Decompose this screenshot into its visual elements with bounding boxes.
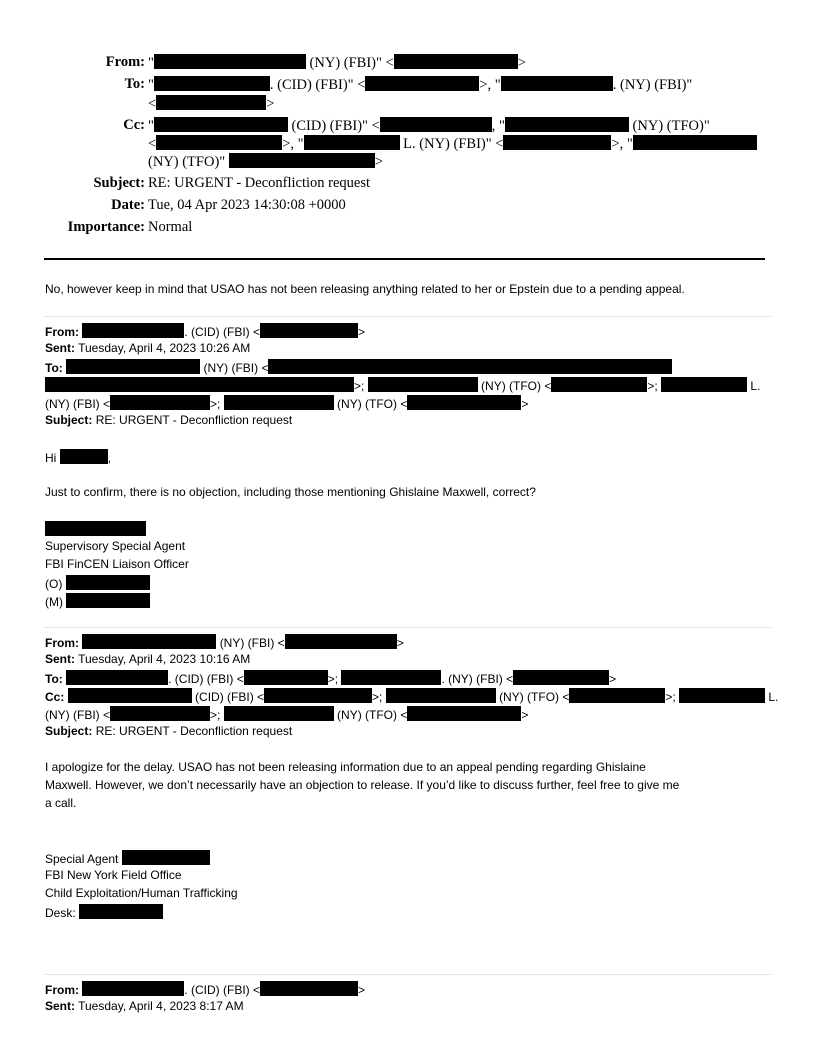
msg2-sig-desk: Desk: xyxy=(45,904,163,920)
msg3-sent: Sent: Tuesday, April 4, 2023 8:17 AM xyxy=(45,999,244,1013)
redaction xyxy=(513,670,609,685)
redaction xyxy=(110,706,210,721)
redaction xyxy=(45,521,146,536)
redaction xyxy=(154,76,270,91)
cc-label: Cc: xyxy=(123,117,145,133)
msg1-sig-mobile-phone: (M) xyxy=(45,593,150,609)
msg2-body-line: a call. xyxy=(45,796,77,810)
msg1-body: Just to confirm, there is no objection, including those mentioning Ghislaine Maxwell, correct? xyxy=(45,485,536,499)
redaction xyxy=(244,670,328,685)
redaction xyxy=(551,377,647,392)
msg2-cc: Cc: (CID) (FBI) < >; (NY) (TFO) < >; L. xyxy=(45,690,779,704)
redaction xyxy=(368,377,478,392)
msg1-greeting: Hi , xyxy=(45,451,112,465)
message-separator xyxy=(44,974,771,975)
msg1-sig-name xyxy=(45,521,146,537)
msg1-to: To: (NY) (FBI) < xyxy=(45,359,672,375)
to-label: To: xyxy=(124,76,145,92)
redaction xyxy=(66,670,168,685)
redaction xyxy=(154,54,306,69)
redaction xyxy=(60,449,108,464)
msg2-sig-unit: Child Exploitation/Human Trafficking xyxy=(45,886,238,900)
msg2-sig-title: Special Agent xyxy=(45,850,210,866)
redaction xyxy=(569,688,665,703)
message-separator xyxy=(44,627,771,628)
msg2-subject: Subject: RE: URGENT - Deconfliction request xyxy=(45,724,293,738)
importance-value: Normal xyxy=(148,219,193,235)
redaction xyxy=(66,593,150,608)
redaction xyxy=(260,323,358,338)
redaction xyxy=(66,359,200,374)
redaction xyxy=(407,706,521,721)
msg1-from: From: . (CID) (FBI) < > xyxy=(45,325,366,339)
msg1-sig-office-phone: (O) xyxy=(45,575,150,591)
redaction xyxy=(679,688,765,703)
redaction xyxy=(68,688,192,703)
redaction xyxy=(110,395,210,410)
redaction xyxy=(224,395,334,410)
date-value: Tue, 04 Apr 2023 14:30:08 +0000 xyxy=(148,197,346,213)
redaction xyxy=(501,76,613,91)
msg1-sig-role: FBI FinCEN Liaison Officer xyxy=(45,557,189,571)
redaction xyxy=(505,117,629,132)
redaction xyxy=(264,688,372,703)
redaction xyxy=(386,688,496,703)
redaction xyxy=(661,377,747,392)
redaction xyxy=(45,377,354,392)
from-label: From: xyxy=(105,54,145,70)
importance-label: Importance: xyxy=(67,219,145,235)
redaction xyxy=(380,117,492,132)
msg2-sent: Sent: Tuesday, April 4, 2023 10:16 AM xyxy=(45,652,251,666)
header-divider xyxy=(44,258,765,260)
msg1-subject: Subject: RE: URGENT - Deconfliction request xyxy=(45,413,293,427)
redaction xyxy=(82,634,216,649)
msg1-sent: Sent: Tuesday, April 4, 2023 10:26 AM xyxy=(45,341,251,355)
msg3-from: From: . (CID) (FBI) < > xyxy=(45,983,366,997)
redaction xyxy=(224,706,334,721)
redaction xyxy=(365,76,479,91)
msg2-to: To: . (CID) (FBI) < >; . (NY) (FBI) < > xyxy=(45,672,617,686)
redaction xyxy=(82,323,184,338)
redaction xyxy=(156,135,282,150)
message-separator xyxy=(44,316,771,317)
msg2-sig-office: FBI New York Field Office xyxy=(45,868,182,882)
redaction xyxy=(285,634,397,649)
reply-text: No, however keep in mind that USAO has not been releasing anything related to her or Epstein due to a pending appeal. xyxy=(45,282,685,296)
redaction xyxy=(229,153,375,168)
redaction xyxy=(407,395,521,410)
redaction xyxy=(154,117,288,132)
redaction xyxy=(304,135,400,150)
redaction xyxy=(503,135,611,150)
redaction xyxy=(156,95,266,110)
redaction xyxy=(268,359,672,374)
redaction xyxy=(82,981,184,996)
msg1-sig-title: Supervisory Special Agent xyxy=(45,539,186,553)
subject-label: Subject: xyxy=(93,175,145,191)
redaction xyxy=(260,981,358,996)
subject-value: RE: URGENT - Deconfliction request xyxy=(148,175,371,191)
msg2-from: From: (NY) (FBI) < > xyxy=(45,636,404,650)
msg2-body-line: I apologize for the delay. USAO has not been releasing information due to an appeal pending regarding Ghislaine xyxy=(45,760,646,774)
date-label: Date: xyxy=(111,197,145,213)
redaction xyxy=(341,670,441,685)
redaction xyxy=(66,575,150,590)
msg2-body-line: Maxwell. However, we don’t necessarily have an objection to release. If you’d like to discuss further, feel free to give me xyxy=(45,778,680,792)
redaction xyxy=(122,850,210,865)
redaction xyxy=(394,54,518,69)
redaction xyxy=(79,904,163,919)
redaction xyxy=(633,135,757,150)
